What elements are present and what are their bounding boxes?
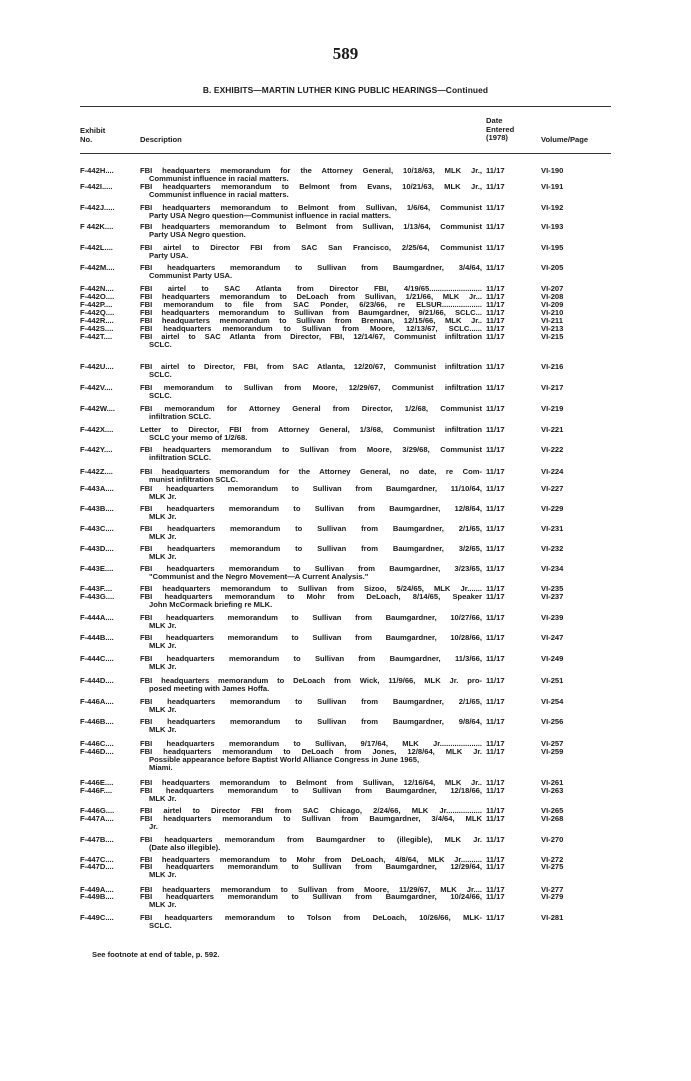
- volume-page: VI-217: [541, 383, 564, 392]
- date-entered: 11/17: [486, 284, 505, 293]
- volume-page: VI-235: [541, 584, 564, 593]
- volume-page: VI-259: [541, 747, 564, 756]
- description-line: FBI headquarters memorandum to Sullivan from Baumgardner, 12/8/64,: [140, 505, 482, 513]
- description-continuation: Miami.: [149, 764, 173, 773]
- exhibit-number: F-443F....: [80, 585, 113, 593]
- exhibit-number: F-442L....: [80, 244, 113, 252]
- date-entered: 11/17: [486, 613, 505, 622]
- volume-page: VI-256: [541, 717, 564, 726]
- volume-page: VI-237: [541, 592, 564, 601]
- volume-page: VI-275: [541, 862, 564, 871]
- volume-page: VI-215: [541, 332, 564, 341]
- description-continuation: SCLC your memo of 1/2/68.: [149, 434, 248, 443]
- description-continuation: SCLC.: [149, 371, 172, 380]
- description-continuation: SCLC.: [149, 392, 172, 401]
- description-line: FBI headquarters memorandum to Mohr from DeLoach, 4/8/64, MLK Jr..........: [140, 856, 482, 864]
- description-line: FBI headquarters memorandum to Sullivan from Baumgardner, 2/1/65,: [140, 525, 482, 533]
- description-continuation: SCLC.: [149, 922, 172, 931]
- description-continuation: MLK Jr.: [149, 795, 177, 804]
- volume-page: VI-229: [541, 504, 564, 513]
- description-continuation: "Communist and the Negro Movement—A Current Analysis.": [149, 573, 369, 582]
- exhibit-description: [140, 836, 482, 852]
- description-continuation: Party USA Negro question—Communist influence in racial matters.: [149, 212, 391, 221]
- description-line: FBI headquarters memorandum to Sullivan from Moore, 11/29/67, MLK Jr....: [140, 886, 482, 894]
- exhibit-description: [140, 363, 482, 379]
- volume-page: VI-249: [541, 654, 564, 663]
- exhibit-description: [140, 565, 482, 581]
- exhibit-number: F-444C....: [80, 655, 114, 663]
- exhibit-number: F-444B....: [80, 634, 114, 642]
- date-entered: 11/17: [486, 717, 505, 726]
- volume-page: VI-272: [541, 855, 564, 864]
- volume-page: VI-208: [541, 292, 564, 301]
- description-continuation: (Date also illegible).: [149, 844, 221, 853]
- exhibit-description: [140, 815, 482, 831]
- date-entered: 11/17: [486, 739, 505, 748]
- exhibit-description: [140, 505, 482, 521]
- date-entered: 11/17: [486, 324, 505, 333]
- page-number: 589: [332, 44, 359, 63]
- description-line: FBI headquarters memorandum to Sullivan from Baumgardner, 9/21/66, SCLC...: [140, 309, 482, 317]
- exhibit-description: [140, 285, 482, 293]
- date-entered: 11/17: [486, 855, 505, 864]
- exhibit-number: F-447D....: [80, 863, 114, 871]
- description-line: FBI headquarters memorandum to Sullivan from Baumgardner, 9/8/64,: [140, 718, 482, 726]
- exhibit-number: F-446A....: [80, 698, 114, 706]
- exhibit-number: F-442N....: [80, 285, 114, 293]
- exhibit-number: F-442I.....: [80, 183, 113, 191]
- date-entered: 11/17: [486, 445, 505, 454]
- date-entered: 11/17: [486, 362, 505, 371]
- date-entered: 11/17: [486, 425, 505, 434]
- exhibit-description: [140, 223, 482, 239]
- description-line: FBI headquarters memorandum to DeLoach from Wick, 11/9/66, MLK Jr. pro-: [140, 677, 482, 685]
- volume-page: VI-227: [541, 484, 564, 493]
- exhibit-number: F 442K....: [80, 223, 114, 231]
- description-line: FBI headquarters memorandum to Sullivan from Baumgardner, 12/18/66,: [140, 787, 482, 795]
- exhibit-number: F-447C....: [80, 856, 114, 864]
- exhibit-description: [140, 787, 482, 803]
- exhibit-number: F-443E....: [80, 565, 114, 573]
- description-continuation: MLK Jr.: [149, 513, 177, 522]
- description-line: FBI headquarters memorandum to Sullivan from Baumgardner, 3/4/64, MLK: [140, 815, 482, 823]
- date-entered: 11/17: [486, 484, 505, 493]
- date-entered: 11/17: [486, 892, 505, 901]
- date-entered: 11/17: [486, 544, 505, 553]
- exhibit-number: F-442M....: [80, 264, 115, 272]
- volume-page: VI-209: [541, 300, 564, 309]
- date-entered: 11/17: [486, 222, 505, 231]
- date-entered: 11/17: [486, 913, 505, 922]
- date-entered: 11/17: [486, 292, 505, 301]
- exhibit-number: F-447B....: [80, 836, 114, 844]
- description-line: FBI headquarters memorandum to Sullivan from Baumgardner, 10/24/66,: [140, 893, 482, 901]
- volume-page: VI-211: [541, 316, 563, 325]
- date-entered: 11/17: [486, 806, 505, 815]
- exhibit-description: [140, 634, 482, 650]
- exhibit-description: [140, 204, 482, 220]
- exhibit-number: F-443D....: [80, 545, 114, 553]
- volume-page: VI-263: [541, 786, 564, 795]
- column-header-exhibit-line2: No.: [80, 134, 93, 144]
- description-line: FBI headquarters memorandum for the Attorney General, no date, re Com-: [140, 468, 482, 476]
- exhibit-number: F-442W....: [80, 405, 116, 413]
- exhibit-description: [140, 167, 482, 183]
- exhibit-description: [140, 485, 482, 501]
- description-continuation: posed meeting with James Hoffa.: [149, 685, 270, 694]
- exhibit-number: F-446B....: [80, 718, 114, 726]
- exhibit-description: [140, 585, 482, 593]
- description-line: FBI headquarters memorandum for the Attorney General, 10/18/63, MLK Jr.,: [140, 167, 482, 175]
- date-entered: 11/17: [486, 316, 505, 325]
- exhibit-description: [140, 333, 482, 349]
- volume-page: VI-234: [541, 564, 564, 573]
- volume-page: VI-231: [541, 524, 564, 533]
- exhibit-number: F-442Z....: [80, 468, 113, 476]
- exhibit-description: [140, 325, 482, 333]
- date-entered: 11/17: [486, 654, 505, 663]
- exhibit-description: [140, 893, 482, 909]
- description-line: FBI headquarters memorandum to Sullivan from Baumgardner, 11/3/66,: [140, 655, 482, 663]
- volume-page: VI-190: [541, 166, 564, 175]
- description-line: FBI headquarters memorandum to Sullivan from Baumgardner, 3/2/65,: [140, 545, 482, 553]
- exhibit-description: [140, 446, 482, 462]
- description-line: FBI headquarters memorandum to Sullivan from Baumgardner, 2/1/65,: [140, 698, 482, 706]
- description-line: FBI headquarters memorandum to Sullivan from Baumgardner, 10/27/66,: [140, 614, 482, 622]
- description-continuation: Party USA Negro question.: [149, 231, 246, 240]
- description-continuation: MLK Jr.: [149, 706, 177, 715]
- column-header-date: [486, 117, 514, 143]
- exhibit-number: F-444D....: [80, 677, 114, 685]
- exhibit-number: F-446C....: [80, 740, 114, 748]
- exhibit-description: [140, 545, 482, 561]
- exhibit-number: F-442O....: [80, 293, 115, 301]
- exhibit-description: [140, 655, 482, 671]
- description-continuation: MLK Jr.: [149, 726, 177, 735]
- description-line: FBI memorandum to file from SAC Ponder, 6/23/66, re ELSUR...................: [140, 301, 482, 309]
- volume-page: VI-222: [541, 445, 564, 454]
- description-continuation: MLK Jr.: [149, 553, 177, 562]
- volume-page: VI-193: [541, 222, 564, 231]
- exhibit-description: [140, 468, 482, 484]
- description-line: FBI memorandum for Attorney General from Director, 1/2/68, Communist: [140, 405, 482, 413]
- exhibit-number: F-442J.....: [80, 204, 115, 212]
- exhibit-description: [140, 405, 482, 421]
- description-continuation: MLK Jr.: [149, 663, 177, 672]
- description-line: FBI headquarters memorandum to DeLoach from Sullivan, 1/21/66, MLK Jr...: [140, 293, 482, 301]
- date-entered: 11/17: [486, 584, 505, 593]
- description-line: FBI headquarters memorandum to Sullivan from Baumgardner, 11/10/64,: [140, 485, 482, 493]
- date-entered: 11/17: [486, 332, 505, 341]
- volume-page: VI-251: [541, 676, 564, 685]
- exhibit-number: F-442P....: [80, 301, 113, 309]
- description-line: FBI headquarters memorandum to Sullivan from Baumgardner, 10/28/66,: [140, 634, 482, 642]
- column-header-exhibit: [80, 127, 105, 144]
- column-header-date-line2: Entered: [486, 124, 515, 134]
- volume-page: VI-224: [541, 467, 564, 476]
- date-entered: 11/17: [486, 814, 505, 823]
- description-line: FBI headquarters memorandum to Belmont from Sullivan, 1/13/64, Communist: [140, 223, 482, 231]
- volume-page: VI-268: [541, 814, 564, 823]
- date-entered: 11/17: [486, 786, 505, 795]
- description-continuation: SCLC.: [149, 341, 172, 350]
- exhibit-number: F-442R....: [80, 317, 114, 325]
- description-line: FBI airtel to Director FBI from SAC Chicago, 2/24/66, MLK Jr.................: [140, 807, 482, 815]
- date-entered: 11/17: [486, 676, 505, 685]
- exhibit-number: F-447A....: [80, 815, 114, 823]
- exhibit-number: F-449C....: [80, 914, 114, 922]
- exhibit-description: [140, 698, 482, 714]
- date-entered: 11/17: [486, 308, 505, 317]
- description-line: FBI headquarters memorandum to Tolson from DeLoach, 10/26/66, MLK-: [140, 914, 482, 922]
- description-continuation: Party USA.: [149, 252, 189, 261]
- date-entered: 11/17: [486, 263, 505, 272]
- exhibit-description: [140, 183, 482, 199]
- volume-page: VI-239: [541, 613, 564, 622]
- exhibit-description: [140, 614, 482, 630]
- exhibit-description: [140, 293, 482, 301]
- description-line: FBI headquarters memorandum to Belmont from Sullivan, 12/16/64, MLK Jr..: [140, 779, 482, 787]
- description-line: FBI airtel to SAC Atlanta from Director, FBI, 12/14/67, Communist infiltration: [140, 333, 482, 341]
- description-continuation: Communist influence in racial matters.: [149, 191, 289, 200]
- exhibit-description: [140, 718, 482, 734]
- date-entered: 11/17: [486, 862, 505, 871]
- date-entered: 11/17: [486, 203, 505, 212]
- date-entered: 11/17: [486, 182, 505, 191]
- exhibit-number: F-442Q....: [80, 309, 115, 317]
- volume-page: VI-270: [541, 835, 564, 844]
- description-continuation: MLK Jr.: [149, 622, 177, 631]
- volume-page: VI-279: [541, 892, 564, 901]
- description-continuation: Communist Party USA.: [149, 272, 233, 281]
- volume-page: VI-210: [541, 308, 564, 317]
- exhibit-number: F-449B....: [80, 893, 114, 901]
- volume-page: VI-213: [541, 324, 564, 333]
- volume-page: VI-191: [541, 182, 564, 191]
- exhibit-description: [140, 317, 482, 325]
- exhibit-number: F-446E....: [80, 779, 114, 787]
- description-continuation: MLK Jr.: [149, 901, 177, 910]
- exhibit-number: F-443G....: [80, 593, 115, 601]
- date-entered: 11/17: [486, 564, 505, 573]
- description-line: FBI headquarters memorandum to Sullivan from Moore, 3/29/68, Communist: [140, 446, 482, 454]
- date-entered: 11/17: [486, 243, 505, 252]
- volume-page: VI-221: [541, 425, 564, 434]
- volume-page: VI-281: [541, 913, 564, 922]
- volume-page: VI-232: [541, 544, 564, 553]
- description-line: FBI headquarters memorandum to Sullivan from Moore, 12/13/67, SCLC......: [140, 325, 482, 333]
- description-line: FBI headquarters memorandum to Sullivan from Baumgardner, 3/23/65,: [140, 565, 482, 573]
- exhibit-number: F-442H....: [80, 167, 114, 175]
- header-rule-top: [80, 106, 611, 107]
- exhibit-description: [140, 384, 482, 400]
- date-entered: 11/17: [486, 383, 505, 392]
- volume-page: VI-265: [541, 806, 564, 815]
- date-entered: 11/17: [486, 404, 505, 413]
- exhibit-description: [140, 807, 482, 815]
- exhibit-number: F-443A....: [80, 485, 114, 493]
- exhibit-description: [140, 914, 482, 930]
- volume-page: VI-195: [541, 243, 564, 252]
- description-line: FBI memorandum to Sullivan from Moore, 12/29/67, Communist infiltration: [140, 384, 482, 392]
- date-entered: 11/17: [486, 592, 505, 601]
- exhibit-description: [140, 525, 482, 541]
- exhibit-number: F-443C....: [80, 525, 114, 533]
- exhibit-description: [140, 740, 482, 748]
- description-line: FBI headquarters memorandum to Sullivan from Brennan, 12/15/66, MLK Jr..: [140, 317, 482, 325]
- description-continuation: MLK Jr.: [149, 871, 177, 880]
- running-head: B. EXHIBITS—MARTIN LUTHER KING PUBLIC HEARINGS—Continued: [202, 85, 489, 95]
- volume-page: VI-192: [541, 203, 564, 212]
- volume-page: VI-205: [541, 263, 564, 272]
- description-continuation: MLK Jr.: [149, 642, 177, 651]
- date-entered: 11/17: [486, 467, 505, 476]
- column-header-exhibit-line1: Exhibit: [80, 126, 106, 135]
- date-entered: 11/17: [486, 885, 505, 894]
- exhibit-description: [140, 244, 482, 260]
- exhibit-description: [140, 748, 482, 772]
- exhibit-number: F-446F....: [80, 787, 113, 795]
- exhibit-description: [140, 779, 482, 787]
- exhibit-description: [140, 264, 482, 280]
- description-line: Letter to Director, FBI from Attorney General, 1/3/68, Communist infiltration: [140, 426, 482, 434]
- exhibit-number: F-442X....: [80, 426, 114, 434]
- description-continuation: MLK Jr.: [149, 493, 177, 502]
- description-continuation: munist infiltration SCLC.: [149, 476, 239, 485]
- date-entered: 11/17: [486, 300, 505, 309]
- date-entered: 11/17: [486, 633, 505, 642]
- date-entered: 11/17: [486, 504, 505, 513]
- description-line: FBI headquarters memorandum to Sullivan from Sizoo, 5/24/65, MLK Jr.......: [140, 585, 482, 593]
- volume-page: VI-257: [541, 739, 564, 748]
- description-continuation: Communist influence in racial matters.: [149, 175, 289, 184]
- exhibit-number: F-449A....: [80, 886, 114, 894]
- date-entered: 11/17: [486, 835, 505, 844]
- exhibit-description: [140, 593, 482, 609]
- description-continuation: MLK Jr.: [149, 533, 177, 542]
- date-entered: 11/17: [486, 524, 505, 533]
- description-continuation: infiltration SCLC.: [149, 413, 212, 422]
- exhibit-description: [140, 677, 482, 693]
- volume-page: VI-216: [541, 362, 564, 371]
- description-line: FBI headquarters memorandum to Sullivan from Baumgardner, 12/29/64,: [140, 863, 482, 871]
- date-entered: 11/17: [486, 778, 505, 787]
- description-line: FBI headquarters memorandum to Sullivan, 9/17/64, MLK Jr....................: [140, 740, 482, 748]
- exhibit-number: F-443B....: [80, 505, 114, 513]
- description-line: FBI headquarters memorandum to Sullivan from Baumgardner, 3/4/64,: [140, 264, 482, 272]
- volume-page: VI-247: [541, 633, 564, 642]
- column-header-date-line3: (1978): [486, 133, 508, 142]
- exhibit-description: [140, 863, 482, 879]
- description-line: FBI airtel to Director FBI from SAC San Francisco, 2/25/64, Communist: [140, 244, 482, 252]
- description-continuation: infiltration SCLC.: [149, 454, 212, 463]
- description-line: FBI headquarters memorandum to Mohr from DeLoach, 8/14/65, Speaker: [140, 593, 482, 601]
- description-line: FBI headquarters memorandum from Baumgardner to (illegible), MLK Jr.: [140, 836, 482, 844]
- volume-page: VI-219: [541, 404, 564, 413]
- column-header-volume: Volume/Page: [541, 135, 589, 144]
- exhibit-number: F-446D....: [80, 748, 114, 756]
- exhibit-number: F-442U....: [80, 363, 114, 371]
- description-line: FBI airtel to Director, FBI, from SAC Atlanta, 12/20/67, Communist infiltration: [140, 363, 482, 371]
- exhibit-description: [140, 309, 482, 317]
- date-entered: 11/17: [486, 747, 505, 756]
- exhibit-number: F-442Y....: [80, 446, 113, 454]
- footnote: See footnote at end of table, p. 592.: [92, 950, 220, 959]
- description-line: FBI headquarters memorandum to DeLoach from Jones, 12/8/64, MLK Jr.: [140, 748, 482, 756]
- volume-page: VI-261: [541, 778, 564, 787]
- exhibit-description: [140, 426, 482, 442]
- exhibit-number: F-442V....: [80, 384, 113, 392]
- date-entered: 11/17: [486, 166, 505, 175]
- column-header-description: Description: [140, 135, 182, 144]
- date-entered: 11/17: [486, 697, 505, 706]
- description-line: FBI airtel to SAC Atlanta from Director FBI, 4/19/65.........................: [140, 285, 482, 293]
- exhibit-number: F-444A....: [80, 614, 114, 622]
- description-continuation: John McCormack briefing re MLK.: [149, 601, 273, 610]
- exhibit-number: F-442S....: [80, 325, 114, 333]
- volume-page: VI-207: [541, 284, 564, 293]
- column-header-date-line1: Date: [486, 116, 503, 125]
- description-line: FBI headquarters memorandum to Belmont from Evans, 10/21/63, MLK Jr.,: [140, 183, 482, 191]
- description-continuation: Possible appearance before Baptist World Alliance Congress in June 1965,: [149, 756, 420, 765]
- description-continuation: Jr.: [149, 823, 158, 832]
- exhibit-description: [140, 301, 482, 309]
- volume-page: VI-277: [541, 885, 564, 894]
- header-rule-bottom: [80, 153, 611, 154]
- exhibit-number: F-442T....: [80, 333, 113, 341]
- volume-page: VI-254: [541, 697, 564, 706]
- exhibit-number: F-446G....: [80, 807, 115, 815]
- description-line: FBI headquarters memorandum to Belmont from Sullivan, 1/6/64, Communist: [140, 204, 482, 212]
